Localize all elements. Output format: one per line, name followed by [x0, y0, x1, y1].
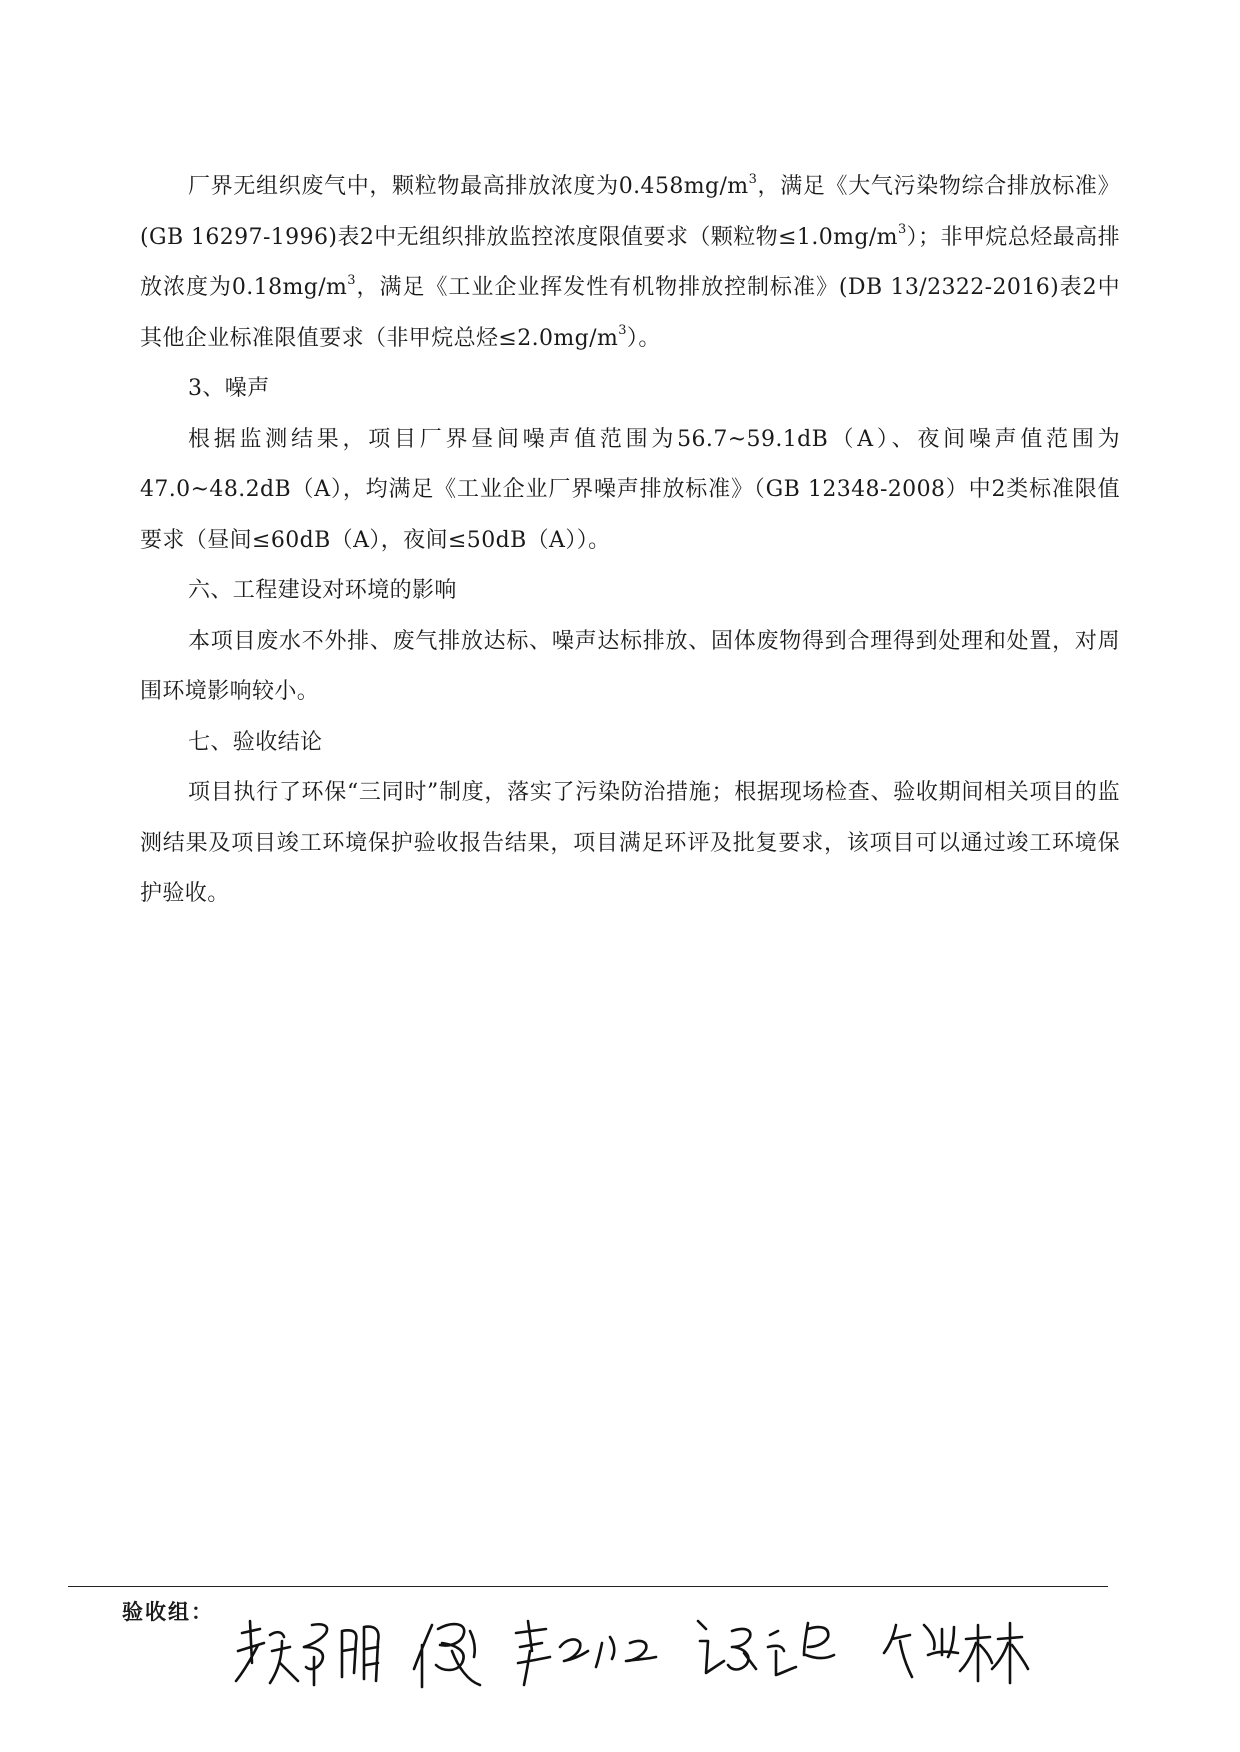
signatures-svg	[230, 1585, 1130, 1695]
exhaust-text-c: ）；非甲烷总烃最高排放浓度为0.18mg/m	[140, 224, 1120, 300]
exhaust-paragraph	[140, 162, 1120, 364]
superscript: 3	[748, 171, 758, 187]
superscript: 3	[347, 272, 356, 288]
superscript: 3	[897, 222, 907, 238]
signature-5	[884, 1623, 1028, 1683]
impact-heading: 六、工程建设对环境的影响	[188, 578, 457, 603]
noise-heading: 3、噪声	[188, 376, 270, 401]
conclusion-paragraph: 项目执行了环保“三同时”制度，落实了污染防治措施；根据现场检查、验收期间相关项目的监测结果及项目竣工环境保护验收报告结果，项目满足环评及批复要求，该项目可以通过竣工环境保护验收。	[140, 780, 1121, 906]
signature-label: 验收组：	[122, 1600, 214, 1624]
impact-paragraph: 本项目废水不外排、废气排放达标、噪声达标排放、固体废物得到合理得到处理和处置，对周围环境影响较小。	[140, 628, 1120, 704]
exhaust-text-b: ，满足《大气污染物综合排放标准》(GB 16297-1996)表2中无组织排放监控浓度限值要求（颗粒物≤1.0mg/m	[140, 174, 1121, 250]
superscript: 3	[618, 323, 627, 339]
signature-3	[516, 1621, 656, 1685]
exhaust-text-e: ）。	[626, 325, 661, 351]
document-body	[140, 162, 1120, 920]
signature-2	[414, 1624, 480, 1687]
signature-4	[698, 1621, 834, 1675]
exhaust-text-a: 厂界无组织废气中，颗粒物最高排放浓度为0.458mg/m	[188, 174, 749, 199]
handwritten-signatures	[230, 1585, 1130, 1695]
signature-1	[236, 1621, 378, 1685]
conclusion-heading: 七、验收结论	[188, 729, 323, 755]
noise-paragraph: 根据监测结果，项目厂界昼间噪声值范围为56.7~59.1dB（A）、夜间噪声值范围为47.0~48.2dB（A），均满足《工业企业厂界噪声排放标准》（GB 12348-2008）中2类标准限值要求（昼间≤60dB（A），夜间≤50dB（A））。	[140, 426, 1120, 553]
exhaust-text-d: ，满足《工业企业挥发性有机物排放控制标准》(DB 13/2322-2016)表2中其他企业标准限值要求（非甲烷总烃≤2.0mg/m	[140, 275, 1120, 351]
